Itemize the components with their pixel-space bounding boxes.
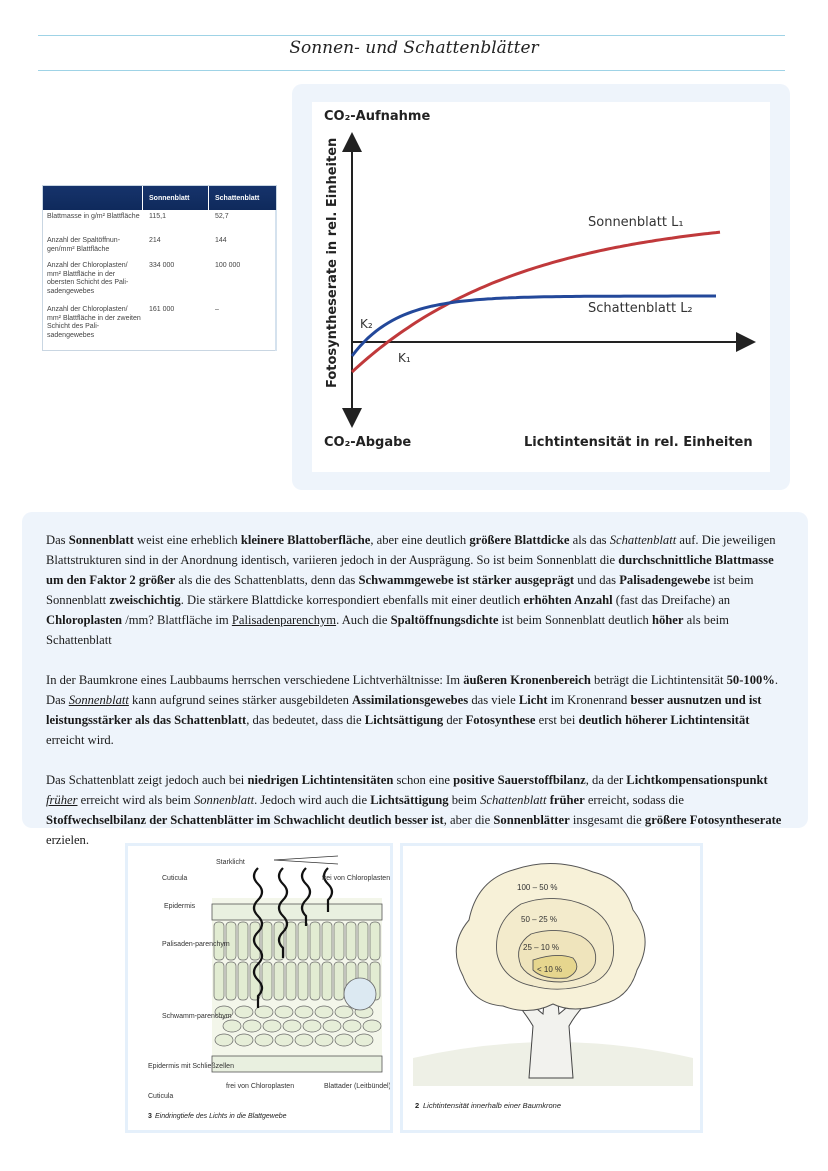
palisade-cell xyxy=(334,962,344,1000)
leaf-cross-section-figure xyxy=(125,843,393,1133)
sponge-cell xyxy=(303,1020,321,1032)
palisade-cell xyxy=(262,922,272,960)
paragraph-3: Das Schattenblatt zeigt jedoch auch bei niedrigen Lichtintensitäten schon eine positive Sauerstoffbilanz, da der Lichtkompensationspunkt früher erreicht wird als beim Sonnenblatt. Jedoch wird auch die Lichtsättigung beim Schattenblatt früher erreicht, sodass die Stoffwechselbilanz der Schattenblätter im Schwachlicht deutlich besser ist, aber die Sonnenblätter insgesamt die größere Fotosyntheserate erzielen. xyxy=(46,773,782,847)
sponge-cell xyxy=(295,1006,313,1018)
point-label-k2: K₂ xyxy=(360,317,373,331)
label-schwamm: Schwamm-parenchym xyxy=(162,1013,232,1020)
palisade-cell xyxy=(334,922,344,960)
top-rule xyxy=(38,35,785,36)
palisade-cell xyxy=(346,922,356,960)
sponge-cell xyxy=(275,1006,293,1018)
legend-label-sonnenblatt: Sonnenblatt L₁ xyxy=(588,215,684,230)
figure-number: 3 xyxy=(148,1113,152,1120)
sponge-cell xyxy=(235,1034,253,1046)
label-cuticula-bottom: Cuticula xyxy=(148,1093,174,1100)
title-rule xyxy=(38,70,785,71)
zone-label: 100 – 50 % xyxy=(517,883,558,892)
palisade-cell xyxy=(310,922,320,960)
table-row xyxy=(43,234,276,259)
sponge-cell xyxy=(315,1034,333,1046)
y-top-label: CO₂-Aufnahme xyxy=(324,109,431,124)
sponge-cell xyxy=(283,1020,301,1032)
label-starklicht: Starklicht xyxy=(216,859,245,866)
palisade-cell xyxy=(238,962,248,1000)
row-sonne-value: 334 000 xyxy=(149,262,175,269)
y-axis-label: Fotosyntheserate in rel. Einheiten xyxy=(325,137,340,388)
sponge-cell xyxy=(235,1006,253,1018)
sponge-cell xyxy=(275,1034,293,1046)
palisade-cell xyxy=(238,922,248,960)
label-frei-top: frei von Chloroplasten xyxy=(322,875,390,882)
body-text xyxy=(46,530,786,870)
zone-label: 25 – 10 % xyxy=(523,943,560,952)
label-palisaden: Palisaden-parenchym xyxy=(162,941,230,948)
legend-label-schattenblatt: Schattenblatt L₂ xyxy=(588,301,693,316)
palisade-cell xyxy=(310,962,320,1000)
table-row xyxy=(43,259,276,303)
sponge-cell xyxy=(315,1006,333,1018)
sponge-cell xyxy=(223,1020,241,1032)
row-label: Blattmasse in g/m² Blattfläche xyxy=(47,213,140,220)
label-frei-bottom: frei von Chloroplasten xyxy=(226,1083,295,1090)
x-axis-label: Lichtintensität in rel. Einheiten xyxy=(524,435,753,450)
figure-number: 2 xyxy=(415,1101,420,1110)
row-schatten-value: 100 000 xyxy=(215,262,241,269)
zone-label: 50 – 25 % xyxy=(521,915,558,924)
sponge-cell xyxy=(215,1034,233,1046)
palisade-cell xyxy=(370,922,380,960)
palisade-cell xyxy=(322,922,332,960)
label-blattader: Blattader (Leitbündel) xyxy=(324,1083,390,1090)
row-schatten-value: 52,7 xyxy=(215,213,229,220)
sponge-cell xyxy=(263,1020,281,1032)
page-title: Sonnen- und Schattenblätter xyxy=(289,38,539,58)
palisade-cell xyxy=(298,922,308,960)
row-label: Anzahl der Chloroplasten/ mm² Blattfläche in der zweiten Schicht des Pali-sadengewebes xyxy=(47,306,141,339)
palisade-cell xyxy=(286,962,296,1000)
label-epidermis-mit: Epidermis mit Schließzellen xyxy=(148,1063,234,1070)
palisade-cell xyxy=(298,962,308,1000)
palisade-cell xyxy=(358,922,368,960)
row-schatten-value: – xyxy=(215,306,219,313)
sponge-cell xyxy=(363,1020,381,1032)
row-schatten-value: 144 xyxy=(215,237,227,244)
sponge-cell xyxy=(343,1020,361,1032)
row-sonne-value: 115,1 xyxy=(149,213,166,220)
paragraph-1: Das Sonnenblatt weist eine erheblich kleinere Blattoberfläche, aber eine deutlich größere Blattdicke als das Schattenblatt auf. Die jeweiligen Blattstrukturen sind in der Anordnung identisch, variieren jedoch in der Ausprägung. So ist beim Sonnenblatt die durchschnittliche Blattmasse um den Faktor 2 größer als die des Schattenblatts, denn das Schwammgewebe ist stärker ausgeprägt und das Palisadengewebe ist beim Sonnenblatt zweischichtig. Die stärkere Blattdicke korrespondiert ebenfalls mit einer deutlich erhöhten Anzahl (fast das Dreifache) an Chloroplasten /mm? Blattfläche im Palisadenparenchym. Auch die Spaltöffnungsdichte ist beim Sonnenblatt deutlich höher als beim Schattenblatt xyxy=(46,533,776,647)
row-sonne-value: 214 xyxy=(149,237,161,244)
comparison-table xyxy=(42,185,277,351)
palisade-cell xyxy=(226,962,236,1000)
paragraph-2: In der Baumkrone eines Laubbaums herrschen verschiedene Lichtverhältnisse: Im äußeren Kronenbereich beträgt die Lichtintensität 50-100%. Das Sonnenblatt kann aufgrund seines stärker ausgebildeten Assimilationsgewebes das viele Licht im Kronenrand besser ausnutzen und ist leistungsstärker als das Schattenblatt, das bedeutet, dass die Lichtsättigung der Fotosynthese erst bei deutlich höherer Lichtintensität erreicht wird. xyxy=(46,673,779,747)
palisade-cell xyxy=(322,962,332,1000)
sponge-cell xyxy=(335,1006,353,1018)
table-header-sonnenblatt: Sonnenblatt xyxy=(143,186,209,210)
table-header-empty xyxy=(43,186,143,210)
sponge-cells xyxy=(215,1006,381,1046)
sponge-cell xyxy=(335,1034,353,1046)
sponge-cell xyxy=(295,1034,313,1046)
leaf-vein xyxy=(344,978,376,1010)
sponge-cell xyxy=(355,1034,373,1046)
palisade-cell xyxy=(274,962,284,1000)
tree-crown-figure xyxy=(400,843,703,1133)
sponge-cell xyxy=(243,1020,261,1032)
zone-label: < 10 % xyxy=(537,965,563,974)
row-sonne-value: 161 000 xyxy=(149,306,175,313)
sponge-cell xyxy=(255,1034,273,1046)
table-header xyxy=(43,186,276,210)
table-header-schattenblatt: Schattenblatt xyxy=(215,195,260,202)
table-row xyxy=(43,303,276,349)
figure-caption: Lichtintensität innerhalb einer Baumkrone xyxy=(423,1101,561,1110)
row-label: Anzahl der Chloroplasten/ mm² Blattfläche in der obersten Schicht des Pali-sadengewebes xyxy=(47,262,129,295)
palisade-cell xyxy=(214,962,224,1000)
sponge-cell xyxy=(323,1020,341,1032)
label-cuticula-top: Cuticula xyxy=(162,875,188,882)
label-epidermis: Epidermis xyxy=(164,903,196,910)
point-label-k1: K₁ xyxy=(398,351,411,365)
palisade-cell xyxy=(286,922,296,960)
tree-diagram xyxy=(403,846,700,1130)
y-bottom-label: CO₂-Abgabe xyxy=(324,435,412,450)
table-row xyxy=(43,210,276,234)
leaf-diagram xyxy=(128,846,390,1130)
figure-caption: Eindringtiefe des Lichts in die Blattgewebe xyxy=(155,1113,287,1120)
palisade-cell xyxy=(262,962,272,1000)
table-edge xyxy=(275,210,277,351)
photosynthesis-chart xyxy=(312,102,770,472)
row-label: Anzahl der Spaltöffnun-gen/mm² Blattfläche xyxy=(47,237,121,253)
